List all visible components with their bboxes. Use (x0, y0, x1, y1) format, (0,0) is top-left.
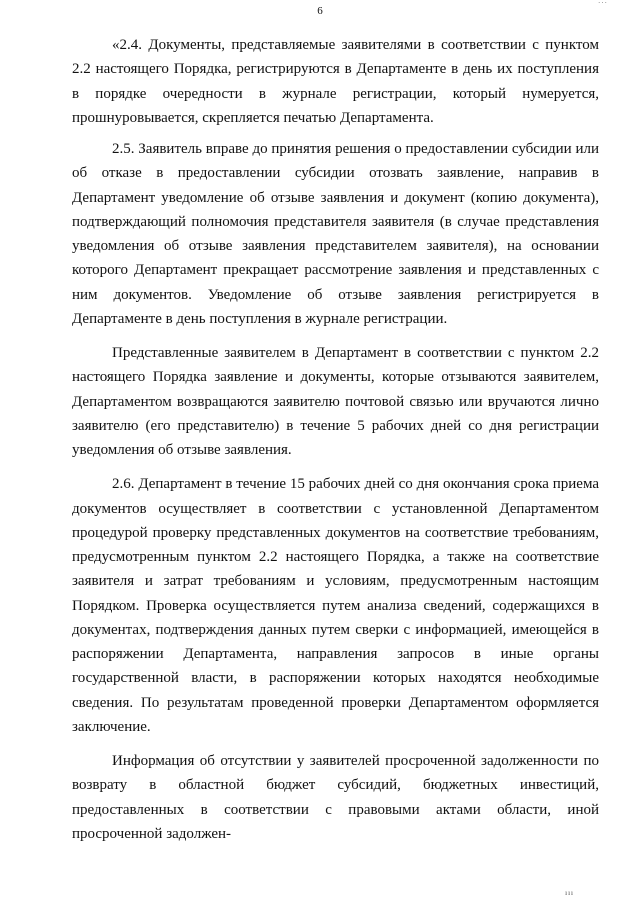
paragraph-document-return: Представленные заявителем в Департамент в соответствии с пунктом 2.2 настоящего Порядка заявление и документы, которые отзываются заявителем, Департаментом возвращаются заявителю почтовой связью или вручаются лично заявителю (его представителю) в течение 5 рабочих дней со дня регистрации уведомления об отзыве заявления. (72, 345, 599, 458)
page-number: 6 (317, 5, 323, 17)
paragraph-debt-information: Информация об отсутствии у заявителей просроченной задолженности по возврату в областной бюджет субсидий, бюджетных инвестиций, предоставленных в соответствии с правовыми актами области, иной просроченной задолжен- (72, 753, 599, 842)
document-body (72, 33, 599, 846)
paragraph-2-4: «2.4. Документы, представляемые заявителями в соответствии с пунктом 2.2 настоящего Порядка, регистрируются в Департаменте в день их поступления в порядке очередности в журнале регистрации, который нумеруется, прошнуровывается, скрепляется печатью Департамента. (72, 37, 599, 126)
paragraph-2-6: 2.6. Департамент в течение 15 рабочих дней со дня окончания срока приема документов осуществляет в соответствии с установленной Департаментом процедурой проверку представленных документов на соответствие требованиям, предусмотренным пунктом 2.2 настоящего Порядка, а также на соответствие заявителя и затрат требованиям и условиям, предусмотренным настоящим Порядком. Проверка осуществляется путем анализа сведений, содержащихся в документах, подтверждения данных путем сверки с информацией, имеющейся в распоряжении Департамента, направления запросов в иные органы государственной власти, в распоряжении которых находятся необходимые сведения. По результатам проведенной проверки Департаментом оформляется заключение. (72, 476, 599, 735)
bottom-mark: ııı (565, 889, 574, 897)
corner-mark: ··· (598, 0, 608, 7)
paragraph-2-5: 2.5. Заявитель вправе до принятия решения о предоставлении субсидии или об отказе в предоставлении субсидии отозвать заявление, направив в Департамент уведомление об отзыве заявления и документ (копию документа), подтверждающий полномочия представителя заявителя (в случае представления уведомления об отзыве заявления представителем заявителя), на основании которого Департамент прекращает рассмотрение заявления и представленных с ним документов. Уведомление об отзыве заявления регистрируется в Департаменте в день поступления в журнале регистрации. (72, 141, 599, 327)
